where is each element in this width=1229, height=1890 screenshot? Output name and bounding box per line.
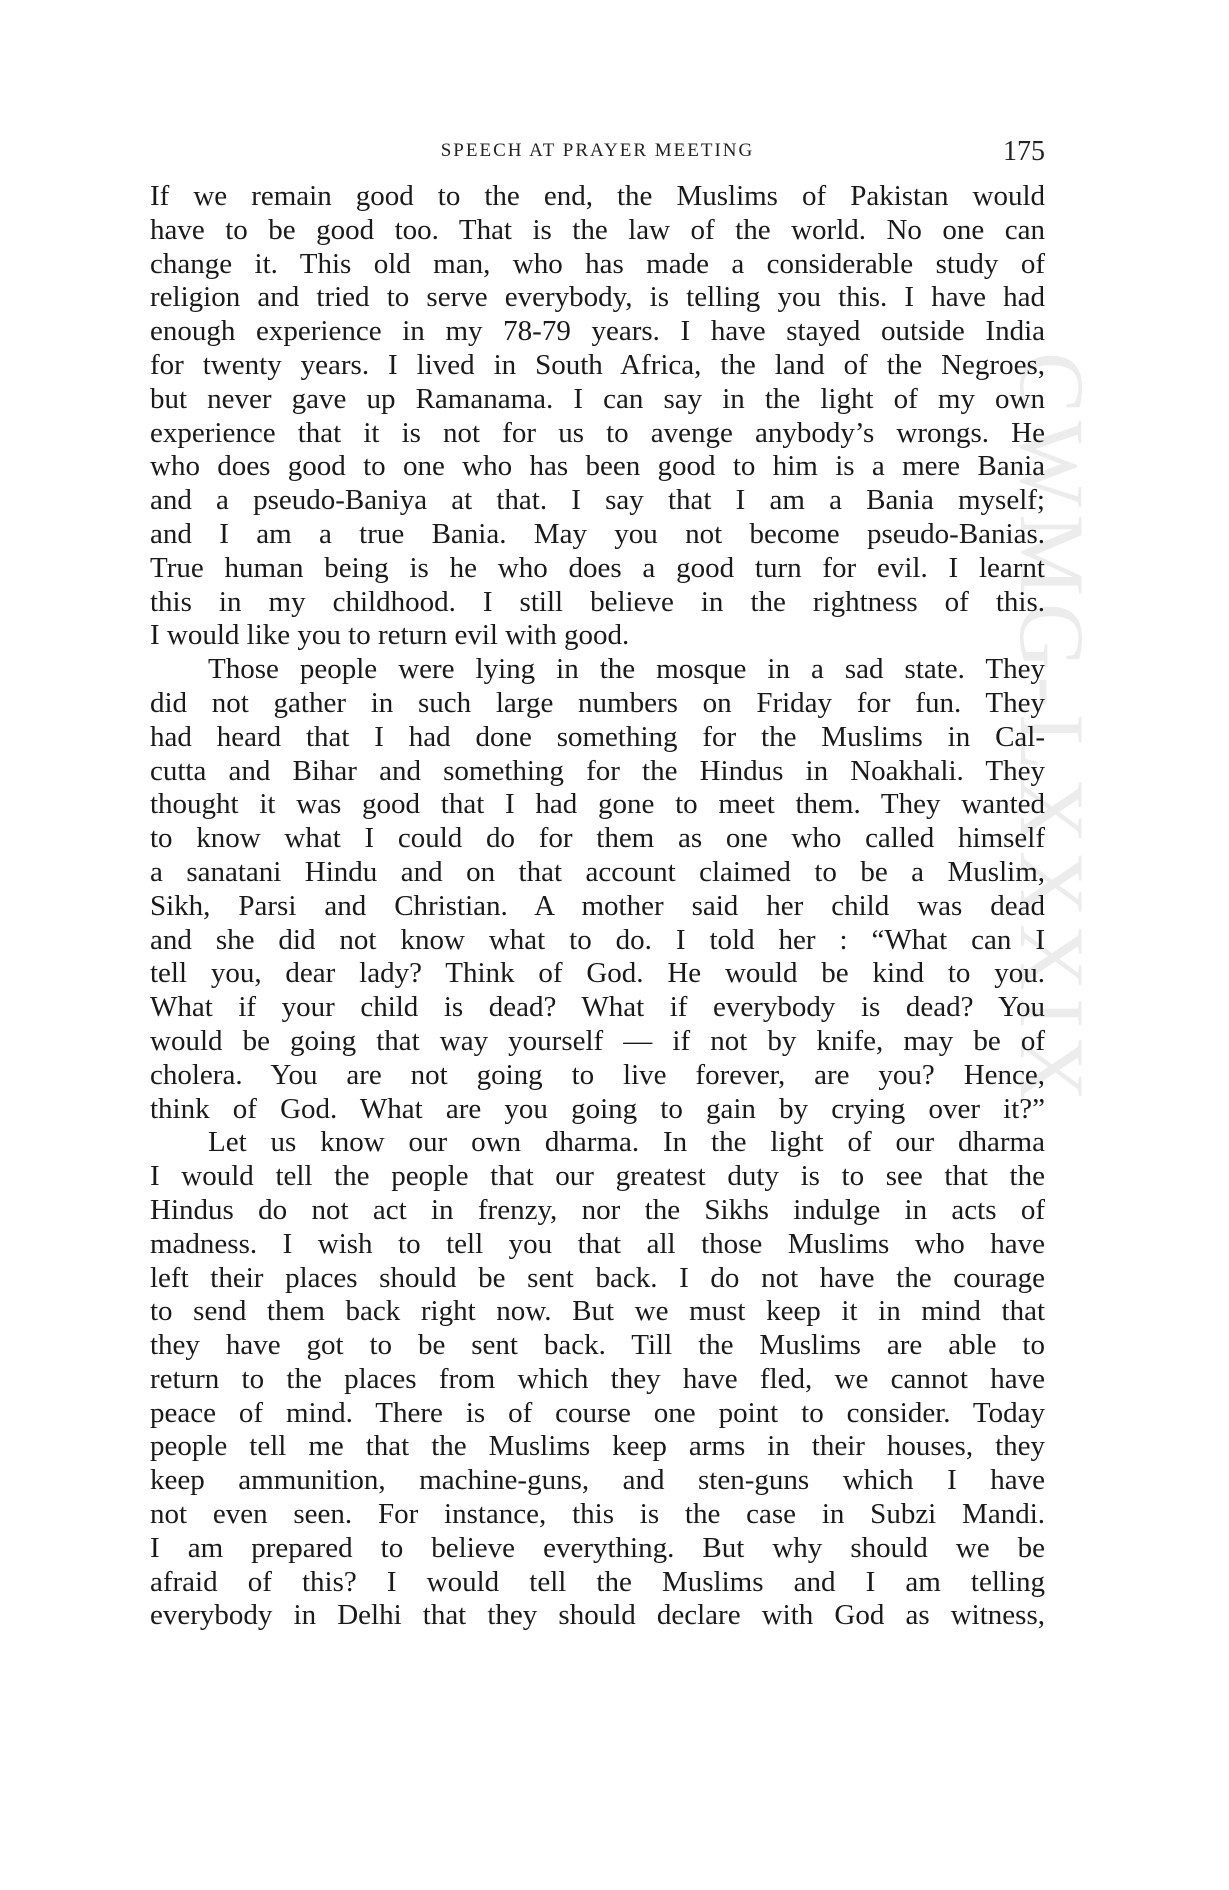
text-line: think of God. What are you going to gain by crying over it?” [150, 1092, 1045, 1125]
running-title: SPEECH AT PRAYER MEETING [440, 140, 755, 161]
text-line: Let us know our own dharma. In the light of our dharma [208, 1126, 1045, 1159]
text-line: Hindus do not act in frenzy, nor the Sikhs indulge in acts of [150, 1193, 1045, 1226]
text-line: this in my childhood. I still believe in the rightness of this. [150, 585, 1045, 618]
paragraph [150, 1126, 1045, 1633]
running-head [150, 136, 1045, 172]
text-line: I am prepared to believe everything. But why should we be [150, 1531, 1045, 1564]
watermark-text: CWMG-LXXXIX [1001, 352, 1103, 1109]
text-line: True human being is he who does a good turn for evil. I learnt [150, 551, 1045, 584]
text-line: keep ammunition, machine-guns, and sten-guns which I have [150, 1464, 1045, 1497]
text-line: they have got to be sent back. Till the Muslims are able to [150, 1329, 1045, 1362]
text-line: have to be good too. That is the law of the world. No one can [150, 213, 1045, 246]
text-line: did not gather in such large numbers on Friday for fun. They [150, 686, 1045, 719]
text-line: experience that it is not for us to avenge anybody’s wrongs. He [150, 416, 1045, 449]
text-line: I would like you to return evil with good. [150, 619, 630, 652]
text-line: to send them back right now. But we must keep it in mind that [150, 1295, 1045, 1328]
text-line: cutta and Bihar and something for the Hindus in Noakhali. They [150, 754, 1045, 787]
text-line: If we remain good to the end, the Muslims of Pakistan would [150, 180, 1045, 212]
text-line: not even seen. For instance, this is the case in Subzi Mandi. [150, 1498, 1045, 1531]
page-number: 175 [1003, 136, 1045, 167]
text-line: afraid of this? I would tell the Muslims and I am telling [150, 1565, 1045, 1598]
text-line: I would tell the people that our greatest duty is to see that the [150, 1160, 1045, 1193]
text-line: to know what I could do for them as one who called himself [150, 822, 1045, 855]
text-line: who does good to one who has been good to him is a mere Bania [150, 450, 1045, 483]
text-line: a sanatani Hindu and on that account claimed to be a Muslim, [150, 855, 1045, 888]
text-line: tell you, dear lady? Think of God. He would be kind to you. [150, 957, 1045, 990]
text-line: for twenty years. I lived in South Africa, the land of the Negroes, [150, 348, 1045, 381]
text-line: religion and tried to serve everybody, is telling you this. I have had [150, 281, 1045, 314]
body-text [150, 180, 1045, 1633]
text-line: but never gave up Ramanama. I can say in the light of my own [150, 382, 1045, 415]
text-line: Those people were lying in the mosque in a sad state. They [208, 653, 1045, 686]
text-line: peace of mind. There is of course one point to consider. Today [150, 1396, 1045, 1429]
text-line: What if your child is dead? What if everybody is dead? You [150, 991, 1045, 1024]
text-line: thought it was good that I had gone to meet them. They wanted [150, 788, 1045, 821]
text-line: madness. I wish to tell you that all those Muslims who have [150, 1227, 1045, 1260]
text-line: cholera. You are not going to live forever, are you? Hence, [150, 1058, 1045, 1091]
text-line: people tell me that the Muslims keep arms in their houses, they [150, 1430, 1045, 1463]
text-line: return to the places from which they have fled, we cannot have [150, 1362, 1045, 1395]
text-line: enough experience in my 78-79 years. I have stayed outside India [150, 315, 1045, 348]
paragraph [150, 653, 1045, 1126]
text-line: and I am a true Bania. May you not become pseudo-Banias. [150, 517, 1045, 550]
text-line: left their places should be sent back. I do not have the courage [150, 1261, 1045, 1294]
text-line: change it. This old man, who has made a considerable study of [150, 247, 1045, 280]
text-line: everybody in Delhi that they should declare with God as witness, [150, 1599, 1045, 1632]
text-line: and she did not know what to do. I told her : “What can I [150, 923, 1045, 956]
text-line: had heard that I had done something for the Muslims in Cal- [150, 720, 1045, 753]
text-line: would be going that way yourself — if not by knife, may be of [150, 1024, 1045, 1057]
paragraph [150, 180, 1045, 653]
text-line: and a pseudo-Baniya at that. I say that I am a Bania myself; [150, 484, 1045, 517]
watermark [1001, 352, 1165, 1552]
text-line: Sikh, Parsi and Christian. A mother said her child was dead [150, 889, 1045, 922]
